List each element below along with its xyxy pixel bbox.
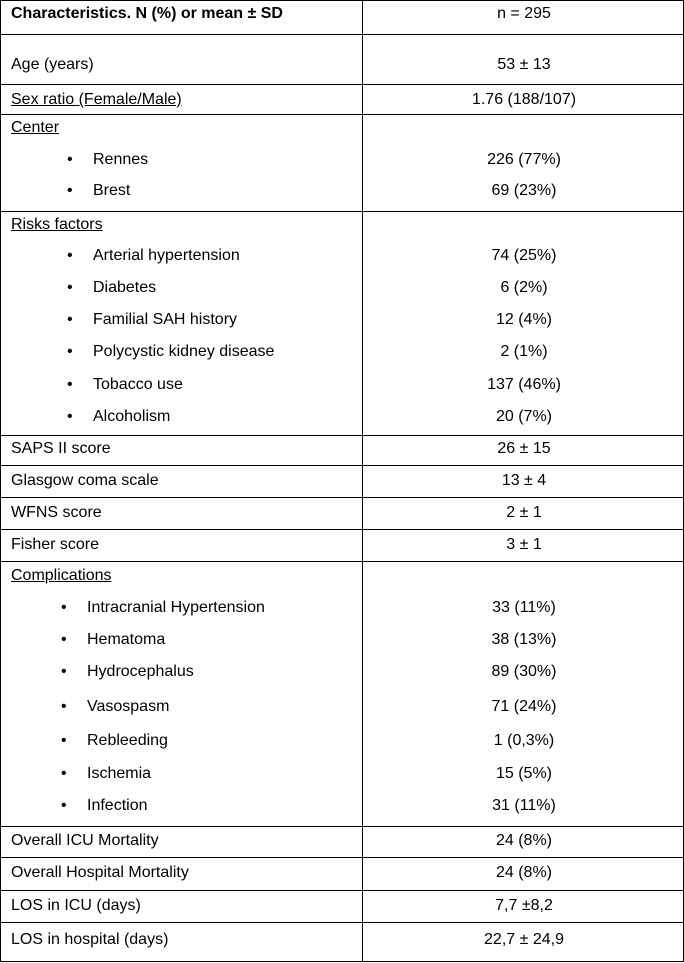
sub-item-value: 2 (1%) (500, 343, 548, 360)
bullet-icon: • (67, 376, 73, 393)
sub-item-label: Familial SAH history (93, 311, 238, 328)
bullet-icon: • (67, 279, 73, 296)
bullet-icon: • (67, 151, 73, 168)
sub-item-value: 226 (77%) (487, 151, 561, 168)
sub-item-value: 1 (0,3%) (493, 732, 555, 749)
table-row (0, 561, 684, 826)
sub-item-label: Polycystic kidney disease (93, 343, 275, 360)
group-heading: Center (11, 119, 60, 136)
sub-item-label: Brest (93, 182, 131, 199)
table-header-row (0, 0, 684, 34)
sub-item-label: Hematoma (87, 631, 166, 648)
group-heading: Complications (11, 567, 112, 584)
table-row (0, 435, 684, 465)
table-row (0, 529, 684, 561)
row-value: 2 ± 1 (506, 504, 542, 521)
row-value: 7,7 ±8,2 (495, 897, 553, 914)
row-value: 24 (8%) (495, 864, 553, 881)
header-characteristics-label: Characteristics. N (%) or mean ± SD (11, 5, 283, 22)
table-row (0, 497, 684, 529)
header-n-value: n = 295 (497, 5, 551, 22)
sub-item-value: 33 (11%) (492, 599, 556, 616)
row-value: 22,7 ± 24,9 (484, 931, 564, 948)
row-label: LOS in ICU (days) (11, 897, 141, 914)
row-label: SAPS II score (11, 440, 111, 457)
sub-item-value: 89 (30%) (491, 663, 557, 680)
sub-item-label: Rebleeding (87, 732, 168, 749)
sub-item-label: Ischemia (87, 765, 152, 782)
group-heading: Risks factors (11, 216, 103, 233)
bullet-icon: • (61, 797, 67, 814)
sub-item-label: Arterial hypertension (93, 247, 240, 264)
row-value: 1.76 (188/107) (471, 91, 577, 108)
bullet-icon: • (61, 631, 67, 648)
sub-item-value: 69 (23%) (491, 182, 557, 199)
sub-item-value: 12 (4%) (495, 311, 553, 328)
row-label: LOS in hospital (days) (11, 931, 169, 948)
bullet-icon: • (67, 311, 73, 328)
row-label: Overall Hospital Mortality (11, 864, 189, 881)
sub-item-value: 15 (5%) (495, 765, 553, 782)
bullet-icon: • (67, 247, 73, 264)
table-row (0, 34, 684, 84)
bullet-icon: • (61, 599, 67, 616)
bullet-icon: • (61, 663, 67, 680)
table-row (0, 114, 684, 211)
sub-item-label: Tobacco use (93, 376, 183, 393)
sub-item-value: 31 (11%) (492, 797, 556, 814)
sub-item-label: Intracranial Hypertension (87, 599, 265, 616)
row-value: 53 ± 13 (497, 56, 551, 73)
table-row (0, 84, 684, 114)
sub-item-value: 71 (24%) (491, 698, 557, 715)
sub-item-value: 74 (25%) (491, 247, 557, 264)
row-label: Fisher score (11, 536, 100, 553)
sub-item-label: Hydrocephalus (87, 663, 194, 680)
table-row (0, 826, 684, 857)
sub-item-label: Vasospasm (87, 698, 170, 715)
row-value: 13 ± 4 (501, 472, 547, 489)
sub-item-label: Diabetes (93, 279, 157, 296)
sub-item-label: Alcoholism (93, 408, 171, 425)
bullet-icon: • (61, 698, 67, 715)
sub-item-label: Rennes (93, 151, 149, 168)
row-value: 26 ± 15 (497, 440, 551, 457)
bullet-icon: • (61, 732, 67, 749)
sub-item-value: 137 (46%) (487, 376, 561, 393)
bullet-icon: • (67, 408, 73, 425)
table-row (0, 857, 684, 890)
sub-item-label: Infection (87, 797, 148, 814)
row-label: Age (years) (11, 56, 94, 73)
table-row (0, 922, 684, 962)
row-value: 24 (8%) (495, 832, 553, 849)
row-label: Overall ICU Mortality (11, 832, 159, 849)
row-label: Glasgow coma scale (11, 472, 159, 489)
sub-item-value: 6 (2%) (500, 279, 548, 296)
sub-item-value: 20 (7%) (495, 408, 553, 425)
sub-item-value: 38 (13%) (491, 631, 557, 648)
table-row (0, 890, 684, 922)
bullet-icon: • (67, 343, 73, 360)
bullet-icon: • (61, 765, 67, 782)
table-row (0, 465, 684, 497)
row-label: WFNS score (11, 504, 102, 521)
row-label: Sex ratio (Female/Male) (11, 91, 182, 108)
table-row (0, 211, 684, 435)
bullet-icon: • (67, 182, 73, 199)
row-value: 3 ± 1 (506, 536, 542, 553)
